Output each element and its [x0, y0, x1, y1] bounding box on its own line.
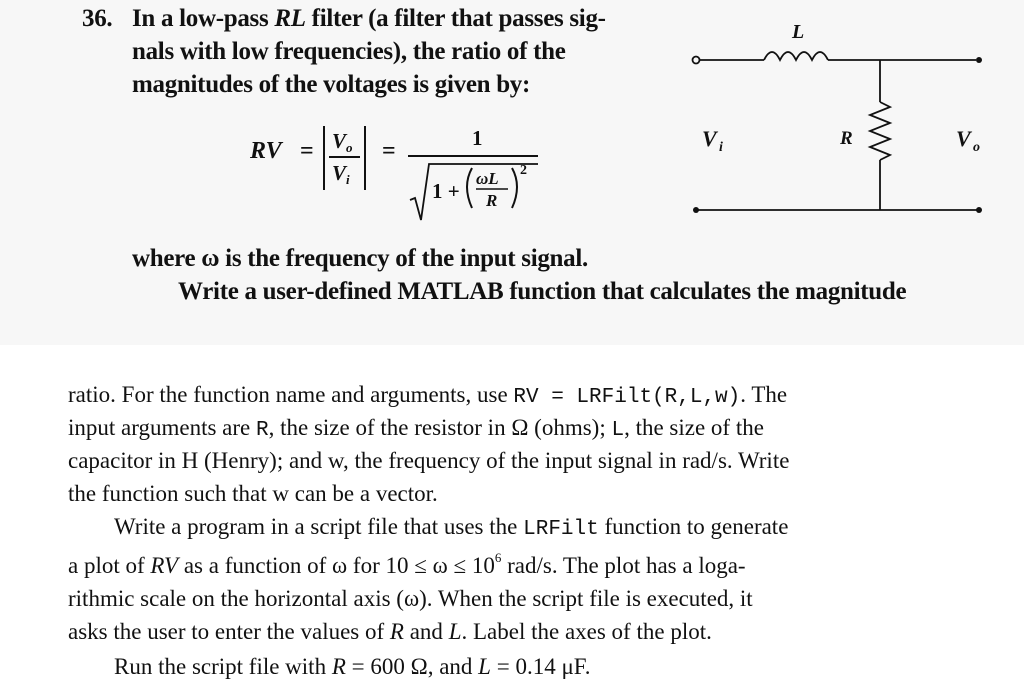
formula-numerator: 1: [472, 126, 483, 150]
where-omega-line: where ω is the frequency of the input signal.: [132, 245, 588, 272]
resistor-zigzag: [870, 102, 890, 160]
output-voltage-subscript: o: [973, 140, 980, 155]
input-voltage-subscript: i: [719, 140, 723, 155]
one-plus: 1 +: [432, 179, 460, 203]
script-paragraph-line-3: rithmic scale on the horizontal axis (ω). When the script file is executed, it: [68, 586, 753, 611]
rl-symbol: RL: [274, 5, 306, 32]
rv-formula: [240, 108, 600, 238]
continuation-line-2: input arguments are R, the size of the resistor in Ω (ohms); L, the size of the: [68, 415, 764, 442]
run-script-line: Run the script file with R = 600 Ω, and L = 0.14 μF.: [114, 654, 591, 679]
function-signature-code: RV = LRFilt(R,L,w): [513, 386, 741, 409]
rv-italic: RV: [150, 553, 179, 578]
exponent-6: 6: [494, 550, 502, 565]
write-function-line: Write a user-defined MATLAB function that calculates the magnitude: [178, 278, 907, 305]
l-italic: L: [448, 619, 462, 644]
script-paragraph-line-2: a plot of RV as a function of ω for $10 \le \omega \le 10^6$ rad/s. The plot has a loga-: [68, 550, 746, 578]
intro-line-2: nals with low frequencies), the ratio of the: [132, 38, 566, 65]
formula-equals-1: =: [300, 138, 314, 164]
inductor-label: L: [792, 21, 805, 43]
paren-right: [512, 168, 517, 208]
vo-subscript: o: [346, 140, 353, 155]
paren-left: [467, 168, 472, 208]
resistor-label: R: [840, 128, 853, 149]
r-denominator: R: [486, 191, 498, 210]
formula-lhs: RV: [250, 138, 282, 164]
vi-symbol: V: [332, 161, 347, 185]
rl-circuit-diagram: [684, 20, 1004, 230]
continuation-line-1: ratio. For the function name and arguments, use RV = LRFilt(R,L,w). The: [68, 382, 788, 409]
run-r-italic: R: [331, 654, 346, 679]
continuation-line-3: capacitor in H (Henry); and w, the frequency of the input signal in rad/s. Write: [68, 448, 790, 473]
script-paragraph-line-4: asks the user to enter the values of R and L. Label the axes of the plot.: [68, 619, 712, 644]
problem-number: 36.: [82, 5, 113, 32]
rl-circuit-graphic: [684, 20, 1004, 230]
output-voltage-label: V: [956, 126, 971, 151]
r-italic: R: [389, 619, 404, 644]
input-terminal-top: [693, 57, 700, 64]
exponent-2: 2: [520, 163, 527, 178]
intro-line-3: magnitudes of the voltages is given by:: [132, 71, 531, 98]
sqrt-radical: [410, 164, 538, 220]
vo-symbol: V: [332, 129, 347, 153]
rv-formula-graphic: [240, 108, 600, 238]
script-paragraph-line-1: Write a program in a script file that uses the LRFilt function to generate: [114, 514, 789, 541]
output-terminal-top: [976, 57, 982, 63]
run-l-italic: L: [478, 654, 491, 679]
arg-l-code: L: [611, 419, 625, 442]
omega-l: ωL: [476, 169, 499, 188]
vi-subscript: i: [346, 172, 350, 187]
continuation-line-4: the function such that w can be a vector.: [68, 481, 438, 506]
output-terminal-bottom: [976, 207, 982, 213]
formula-equals-2: =: [382, 138, 396, 164]
lrfilt-code: LRFilt: [523, 518, 599, 541]
arg-r-code: R: [256, 419, 269, 442]
inductor-coil: [764, 52, 828, 60]
intro-line-1: In a low-pass RL filter (a filter that passes sig-: [132, 5, 606, 32]
input-voltage-label: V: [702, 126, 717, 151]
